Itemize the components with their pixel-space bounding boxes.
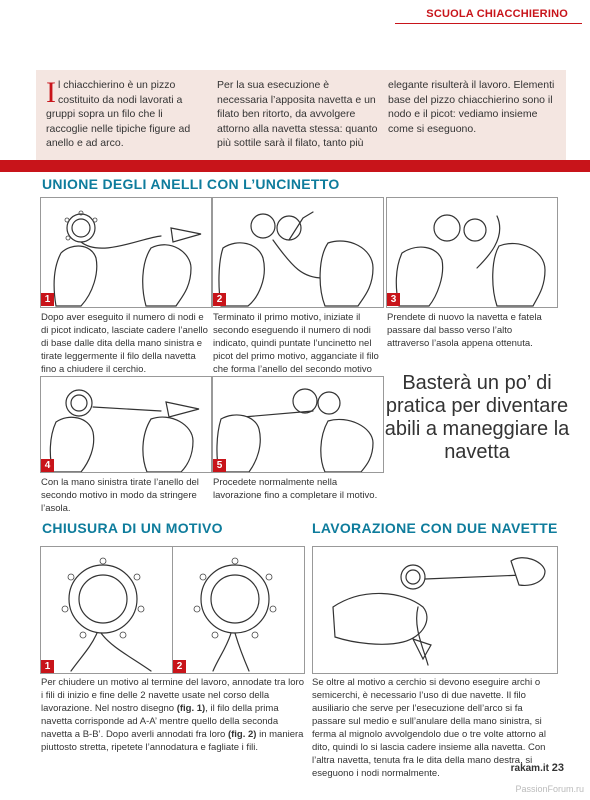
hands-loop-illustration xyxy=(387,198,557,307)
step-caption-2: Terminato il primo motivo, iniziate il secondo eseguendo il numero di nodi indicato, quindi puntate l’uncinetto nel picot del primo motivo, agganciate il filo che forma l’anello del secondo motivo xyxy=(213,312,379,375)
step-caption-3: Prendete di nuovo la navetta e fatela passare dal basso verso l’alto attraverso l’asola appena ottenuta. xyxy=(387,312,542,349)
step-badge-3: 3 xyxy=(387,293,400,306)
illustration-two-shuttles xyxy=(312,546,558,674)
chiusura-text-a: Per chiudere un motivo al termine del lavoro, annodate tra loro i fili di inizio e fine delle 2 navette usate nel corso della lavorazione. Nel nostro disegno xyxy=(41,677,304,714)
pull-quote: Basterà un po’ di pratica per diventare abili a maneggiare la navetta xyxy=(384,372,570,463)
intro-column-3: elegante risulterà il lavoro. Elementi base del pizzo chiacchierino sono il nodo e il picot: vediamo insieme come si eseguono. xyxy=(388,79,555,135)
illustration-step-5 xyxy=(212,376,384,473)
illustration-fig-1 xyxy=(40,546,173,674)
tatting-motif-knotted-illustration xyxy=(173,547,304,673)
chiusura-text-c: in maniera piuttosto stretta, ripetete l’annodatura e fagliate i fili. xyxy=(41,729,304,753)
header-rule xyxy=(395,23,582,24)
illustration-step-1 xyxy=(40,197,212,308)
section-title-chiusura: CHIUSURA DI UN MOTIVO xyxy=(42,520,223,536)
fig-badge-1: 1 xyxy=(41,660,54,673)
section-title-unione: UNIONE DEGLI ANELLI CON L’UNCINETTO xyxy=(42,176,340,192)
hands-pull-illustration xyxy=(41,377,211,472)
fig2-ref: (fig. 2) xyxy=(227,729,257,740)
fig1-ref: (fig. 1) xyxy=(176,703,206,714)
illustration-fig-2 xyxy=(172,546,305,674)
watermark: PassionForum.ru xyxy=(515,784,584,794)
due-navette-caption: Se oltre al motivo a cerchio si devono eseguire archi o semicerchi, è necessario l’uso di due navette. Il filo ausiliario che serve per l’esecuzione dell’arco si fa passare sul medio e sull’anulare della mano sinistra, si ferma al mignolo avvolgendolo due o tre volte attorno al dito, quindi lo si lascia cadere insieme alla navetta. Con l’altra navetta, tenuta fra le dita della mano destra, si eseguono i nodi normalmente. xyxy=(312,677,546,779)
page-footer xyxy=(511,762,564,774)
illustration-step-3 xyxy=(386,197,558,308)
fig-badge-2: 2 xyxy=(173,660,186,673)
intro-column-1 xyxy=(46,78,206,151)
step-caption-1: Dopo aver eseguito il numero di nodi e di picot indicato, lasciate cadere l’anello di base dalle dita della mano sinistra e tirate leggermente il filo della navetta fino a chiudere il cerchio. xyxy=(41,312,208,375)
hands-shuttle-illustration xyxy=(41,198,211,307)
page-number: 23 xyxy=(551,762,564,774)
red-band xyxy=(0,160,590,172)
two-shuttles-hands-illustration xyxy=(313,547,557,673)
hands-hook-illustration xyxy=(213,198,383,307)
chiusura-caption xyxy=(41,676,304,754)
step-badge-2: 2 xyxy=(213,293,226,306)
section-header: SCUOLA CHIACCHIERINO xyxy=(426,8,568,20)
step-caption-5: Procedete normalmente nella lavorazione fino a completare il motivo. xyxy=(213,477,378,501)
hands-complete-illustration xyxy=(213,377,383,472)
chiusura-text-b: , il filo della prima navetta corrisponde ad A-A’ mentre quello della seconda navetta a B-B’. Dopo averli annodati fra loro xyxy=(41,703,279,740)
tatting-motif-illustration xyxy=(41,547,172,673)
step-badge-1: 1 xyxy=(41,293,54,306)
site-name: rakam.it xyxy=(510,763,549,774)
dropcap: I xyxy=(46,76,56,109)
step-badge-4: 4 xyxy=(41,459,54,472)
illustration-step-2 xyxy=(212,197,384,308)
step-caption-4: Con la mano sinistra tirate l’anello del secondo motivo in modo da stringere l’asola. xyxy=(41,477,199,514)
section-title-due-navette: LAVORAZIONE CON DUE NAVETTE xyxy=(312,520,558,536)
intro-text-1: l chiacchierino è un pizzo costituito da nodi lavorati a gruppi sopra un filo che li raccoglie nelle tipiche figure ad anello e ad arco. xyxy=(46,79,191,149)
intro-column-2: Per la sua esecuzione è necessaria l’apposita navetta e un filato ben ritorto, da avvolgere attorno alla navetta stessa: quanto più sottile sarà il filato, tanto più xyxy=(217,79,378,149)
illustration-step-4 xyxy=(40,376,212,473)
step-badge-5: 5 xyxy=(213,459,226,472)
